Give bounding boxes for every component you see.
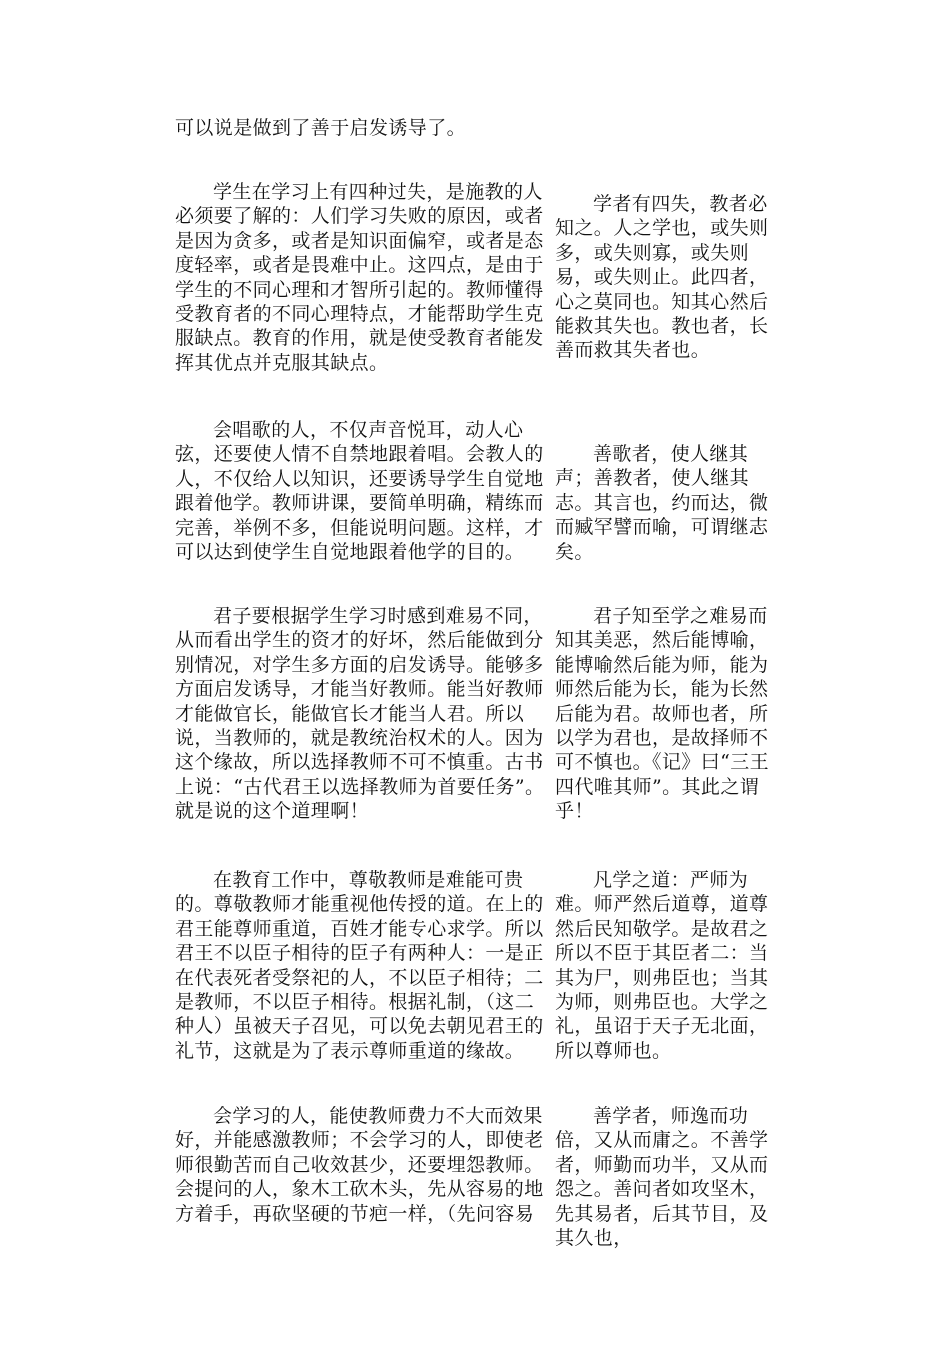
translation-paragraph-3: 君子要根据学生学习时感到难易不同，从而看出学生的资才的好坏，然后能做到分别情况，对学生多方面的启发诱导。能够多方面启发诱导，才能当好教师。能当好教师才能做官长，能做官长才能当人君。所以说，当教师的，就是教统治权术的人。因为这个缘故，所以选择教师不可不慎重。古书上说：“古代君王以选择教师为首要任务”。就是说的这个道理啊！ [175,605,545,823]
original-paragraph-4: 凡学之道：严师为难。师严然后道尊，道尊然后民知敬学。是故君之所以不臣于其臣者二：当其为尸，则弗臣也；当其为师，则弗臣也。大学之礼，虽诏于天子无北面，所以尊师也。 [555,869,769,1062]
original-paragraph-2: 善歌者，使人继其声；善教者，使人继其志。其言也，约而达，微而臧罕譬而喻，可谓继志矣。 [555,443,769,563]
translation-paragraph-2: 会唱歌的人，不仅声音悦耳，动人心弦，还要使人情不自禁地跟着唱。会教人的人，不仅给人以知识，还要诱导学生自觉地跟着他学。教师讲课，要简单明确，精练而完善，举例不多，但能说明问题。这样，才可以达到使学生自觉地跟着他学的目的。 [175,419,544,564]
translation-paragraph-1: 学生在学习上有四种过失，是施教的人必须要了解的：人们学习失败的原因，或者是因为贪多，或者是知识面偏窄，或者是态度轻率，或者是畏难中止。这四点，是由于学生的不同心理和才智所引起的。教师懂得受教育者的不同心理特点，才能帮助学生克服缺点。教育的作用，就是使受教育者能发挥其优点并克服其缺点。 [175,181,544,374]
original-paragraph-1: 学者有四失，教者必知之。人之学也，或失则多，或失则寡，或失则易，或失则止。此四者，心之莫同也。知其心然后能救其失也。教也者，长善而救其失者也。 [555,193,769,362]
original-paragraph-5: 善学者，师逸而功倍，又从而庸之。不善学者，师勤而功半，又从而怨之。善问者如攻坚木，先其易者，后其节目，及其久也， [555,1105,769,1250]
translation-paragraph-5: 会学习的人，能使教师费力不大而效果好，并能感激教师；不会学习的人，即使老师很勤苦而自己收效甚少，还要埋怨教师。会提问的人，象木工砍木头，先从容易的地方着手，再砍坚硬的节疤一样，（先问容易 [175,1105,544,1225]
translation-paragraph-4: 在教育工作中，尊敬教师是难能可贵的。尊敬教师才能重视他传授的道。在上的君王能尊师重道，百姓才能专心求学。所以君王不以臣子相待的臣子有两种人：一是正在代表死者受祭祀的人，不以臣子相待；二是教师，不以臣子相待。根据礼制，（这二种人）虽被天子召见，可以免去朝见君王的礼节，这就是为了表示尊师重道的缘故。 [175,869,544,1062]
original-paragraph-3: 君子知至学之难易而知其美恶，然后能博喻，能博喻然后能为师，能为师然后能为长，能为长然后能为君。故师也者，所以学为君也，是故择师不可不慎也。《记》曰“三王四代唯其师”。其此之谓乎！ [555,605,770,823]
lead-paragraph: 可以说是做到了善于启发诱导了。 [175,117,467,139]
